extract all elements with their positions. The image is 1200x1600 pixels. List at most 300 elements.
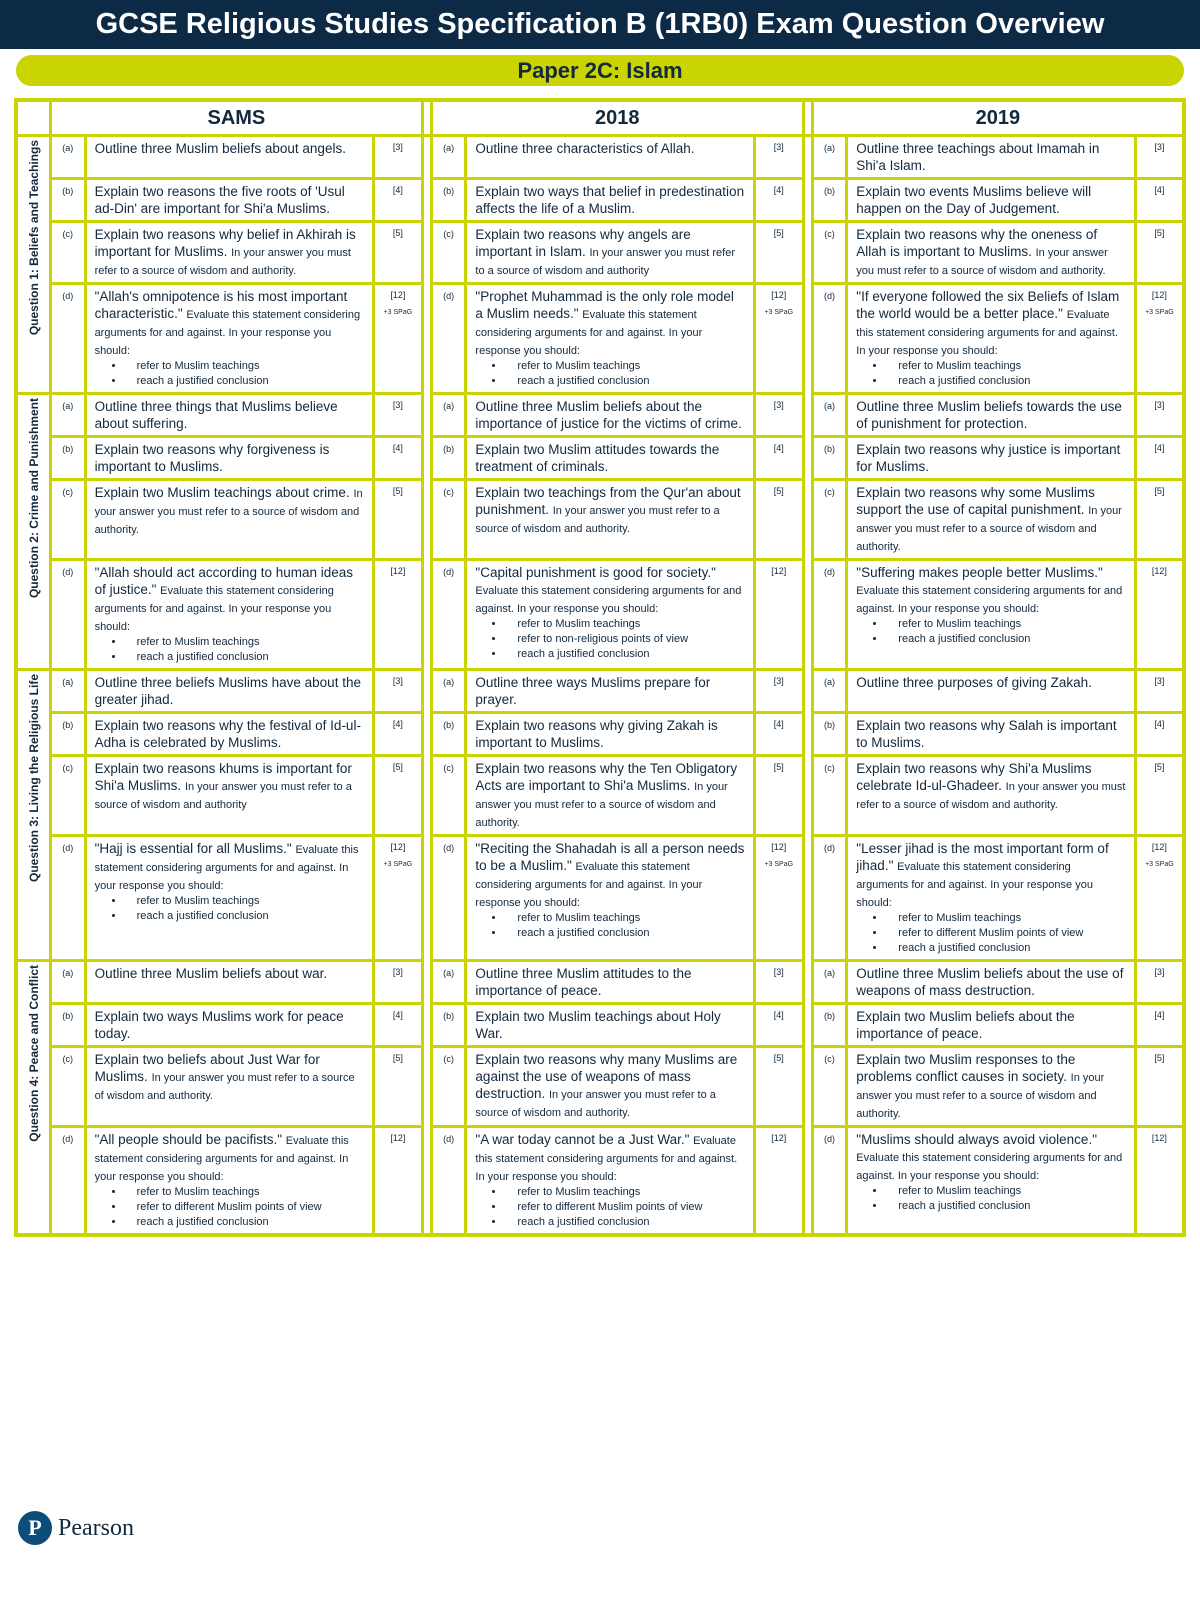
marks-cell (374, 394, 423, 437)
spag-marks: +3 SPaG (764, 309, 794, 316)
question-text: Explain two Muslim responses to the problems conflict causes in society. (856, 1052, 1076, 1084)
marks-value: [3] (773, 676, 784, 686)
question-text: "If everyone followed the six Beliefs of Islam the world would be a better place." (856, 289, 1120, 321)
marks-value: [12] (390, 842, 406, 852)
marks-value: [12] (771, 1133, 787, 1143)
marks-value: [5] (1154, 486, 1165, 496)
question-text: "Hajj is essential for all Muslims." (94, 841, 292, 856)
marks-value: [4] (392, 185, 403, 195)
part-label: (a) (431, 961, 466, 1004)
marks-cell (374, 713, 423, 756)
question-text: Outline three purposes of giving Zakah. (856, 675, 1092, 690)
marks-cell (1135, 222, 1184, 284)
spag-marks: +3 SPaG (1145, 309, 1174, 316)
marks-cell (1135, 1047, 1184, 1127)
instruction-bullet: • refer to Muslim teachings (886, 617, 1125, 632)
marks-cell (754, 713, 803, 756)
marks-cell (374, 560, 423, 670)
marks-value: [3] (392, 142, 403, 152)
marks-value: [12] (771, 842, 787, 852)
question-text-cell (466, 394, 754, 437)
marks-value: [5] (773, 762, 784, 772)
instruction-bullet: • refer to different Muslim points of view (125, 1200, 364, 1215)
question-text: "Reciting the Shahadah is all a person needs to be a Muslim." (475, 841, 745, 873)
part-label: (b) (431, 437, 466, 480)
instruction-bullets (95, 894, 364, 924)
question-text: Explain two reasons why angels are important in Islam. (475, 227, 691, 259)
instruction-bullet: • reach a justified conclusion (125, 650, 364, 665)
question-text: Explain two reasons why forgiveness is important to Muslims. (94, 442, 330, 474)
question-text: Explain two beliefs about Just War for Muslims. (94, 1052, 320, 1084)
question-text: Explain two reasons why belief in Akhirah is important for Muslims. (94, 227, 356, 259)
question-instruction: Evaluate this statement considering arguments for and against. In your response you should: (475, 309, 703, 357)
question-text-cell (847, 670, 1135, 713)
column-header-sams: SAMS (51, 100, 423, 136)
instruction-bullet: • refer to different Muslim points of view (886, 926, 1125, 941)
section-label-cell (16, 961, 51, 1236)
marks-cell (754, 961, 803, 1004)
section-label: Question 2: Crime and Punishment (27, 398, 41, 599)
part-label: (d) (812, 836, 847, 961)
marks-value: [3] (773, 967, 784, 977)
marks-value: [3] (1154, 676, 1165, 686)
question-row (16, 1047, 1184, 1127)
marks-cell (1135, 560, 1184, 670)
marks-cell (374, 1127, 423, 1236)
question-text-cell (85, 961, 373, 1004)
marks-cell (374, 836, 423, 961)
marks-cell (754, 437, 803, 480)
marks-cell (754, 222, 803, 284)
question-text-cell (466, 1047, 754, 1127)
marks-value: [4] (392, 443, 403, 453)
marks-value: [3] (773, 400, 784, 410)
column-header-2018: 2018 (431, 100, 803, 136)
marks-value: [5] (1154, 228, 1165, 238)
part-label: (c) (812, 1047, 847, 1127)
marks-value: [5] (773, 228, 784, 238)
question-text: Explain two reasons why many Muslims are against the use of weapons of mass destruction. (475, 1052, 738, 1101)
instruction-bullets (95, 1185, 364, 1230)
part-label: (a) (812, 961, 847, 1004)
question-instruction: In your answer you must refer to a source of wisdom and authority. (94, 247, 351, 277)
question-text-cell (847, 394, 1135, 437)
marks-cell (1135, 179, 1184, 222)
question-text-cell (85, 1047, 373, 1127)
corner-cell (16, 100, 51, 136)
part-label: (b) (812, 179, 847, 222)
part-label: (d) (812, 284, 847, 394)
marks-value: [4] (773, 1010, 784, 1020)
marks-cell (374, 1047, 423, 1127)
marks-value: [4] (1154, 1010, 1165, 1020)
question-text-cell (85, 670, 373, 713)
part-label: (c) (431, 1047, 466, 1127)
part-label: (d) (51, 284, 86, 394)
marks-cell (374, 670, 423, 713)
part-label: (c) (51, 480, 86, 560)
question-text-cell (847, 756, 1135, 836)
marks-cell (1135, 437, 1184, 480)
marks-cell (754, 394, 803, 437)
part-label: (c) (431, 222, 466, 284)
instruction-bullet: • reach a justified conclusion (505, 1215, 744, 1230)
question-text: Explain two events Muslims believe will happen on the Day of Judgement. (856, 184, 1092, 216)
question-row (16, 179, 1184, 222)
part-label: (a) (431, 136, 466, 179)
question-row (16, 1127, 1184, 1236)
question-text-cell (847, 1004, 1135, 1047)
marks-cell (754, 284, 803, 394)
question-row (16, 394, 1184, 437)
question-text: "Lesser jihad is the most important form of jihad." (856, 841, 1109, 873)
question-text: "All people should be pacifists." (94, 1132, 283, 1147)
marks-value: [4] (773, 719, 784, 729)
question-instruction: In your answer you must refer to a source of wisdom and authority. (856, 781, 1126, 811)
marks-value: [4] (1154, 443, 1165, 453)
question-text-cell (847, 480, 1135, 560)
instruction-bullet: • refer to non-religious points of view (505, 632, 744, 647)
marks-cell (1135, 836, 1184, 961)
question-text-cell (85, 394, 373, 437)
marks-value: [4] (392, 1010, 403, 1020)
question-text: Explain two Muslim teachings about Holy War. (475, 1009, 721, 1041)
marks-cell (754, 179, 803, 222)
question-instruction: Evaluate this statement considering arguments for and against. In your response you should: (856, 861, 1093, 909)
question-text: Explain two reasons why the oneness of Allah is important to Muslims. (856, 227, 1098, 259)
part-label: (b) (431, 713, 466, 756)
question-instruction: Evaluate this statement considering arguments for and against. In your response you should: (475, 585, 742, 615)
question-text: Outline three beliefs Muslims have about the greater jihad. (94, 675, 361, 707)
marks-cell (374, 284, 423, 394)
question-text-cell (466, 179, 754, 222)
question-instruction: In your answer you must refer to a source of wisdom and authority. (475, 781, 728, 829)
instruction-bullet: • refer to Muslim teachings (125, 359, 364, 374)
marks-cell (754, 560, 803, 670)
question-text-cell (847, 179, 1135, 222)
question-row (16, 480, 1184, 560)
question-instruction: In your answer you must refer to a source of wisdom and authority. (856, 1072, 1105, 1120)
question-instruction: Evaluate this statement considering arguments for and against. In your response you should: (475, 1135, 738, 1183)
question-text-cell (847, 222, 1135, 284)
marks-cell (374, 437, 423, 480)
part-label: (b) (812, 713, 847, 756)
question-row (16, 836, 1184, 961)
marks-cell (1135, 670, 1184, 713)
question-text-cell (85, 284, 373, 394)
question-row (16, 136, 1184, 179)
marks-cell (374, 136, 423, 179)
question-text-cell (466, 284, 754, 394)
question-text-cell (847, 961, 1135, 1004)
question-text: "Suffering makes people better Muslims." (856, 565, 1103, 580)
question-text-cell (847, 1127, 1135, 1236)
question-text-cell (466, 222, 754, 284)
instruction-bullet: • reach a justified conclusion (886, 632, 1125, 647)
question-text-cell (847, 136, 1135, 179)
marks-value: [12] (390, 566, 406, 576)
instruction-bullet: • reach a justified conclusion (886, 941, 1125, 956)
question-text: Explain two reasons why some Muslims support the use of capital punishment. (856, 485, 1095, 517)
marks-cell (754, 480, 803, 560)
question-row (16, 284, 1184, 394)
question-instruction: In your answer you must refer to a source of wisdom and authority (94, 781, 352, 811)
marks-value: [5] (1154, 1053, 1165, 1063)
pearson-logo-text: Pearson (58, 1514, 134, 1541)
pearson-logo (18, 1511, 134, 1545)
question-text-cell (85, 136, 373, 179)
instruction-bullet: • reach a justified conclusion (505, 374, 744, 389)
marks-value: [12] (1151, 842, 1167, 852)
marks-cell (1135, 284, 1184, 394)
marks-cell (374, 961, 423, 1004)
part-label: (d) (431, 284, 466, 394)
pearson-logo-icon: P (18, 1511, 52, 1545)
marks-cell (1135, 1004, 1184, 1047)
marks-value: [4] (773, 443, 784, 453)
question-text: Outline three Muslim beliefs about the use of weapons of mass destruction. (856, 966, 1124, 998)
question-text-cell (847, 437, 1135, 480)
marks-value: [12] (1151, 290, 1167, 300)
column-header-2019: 2019 (812, 100, 1184, 136)
instruction-bullets (475, 359, 744, 389)
question-text: Explain two reasons why the festival of Id-ul-Adha is celebrated by Muslims. (94, 718, 361, 750)
instruction-bullet: • refer to Muslim teachings (886, 359, 1125, 374)
instruction-bullet: • refer to Muslim teachings (505, 617, 744, 632)
question-text: "Allah should act according to human ideas of justice." (94, 565, 354, 597)
part-label: (d) (431, 560, 466, 670)
instruction-bullet: • reach a justified conclusion (125, 374, 364, 389)
part-label: (a) (51, 394, 86, 437)
question-text-cell (85, 560, 373, 670)
marks-value: [5] (1154, 762, 1165, 772)
marks-value: [12] (1151, 1133, 1167, 1143)
marks-cell (374, 756, 423, 836)
question-instruction: Evaluate this statement considering arguments for and against. In your response you should: (94, 844, 359, 892)
question-instruction: Evaluate this statement considering arguments for and against. In your response you should: (94, 309, 361, 357)
column-header-row (16, 100, 1184, 136)
instruction-bullet: • refer to Muslim teachings (886, 1184, 1125, 1199)
section-label-cell (16, 394, 51, 670)
page-title: GCSE Religious Studies Specification B (1RB0) Exam Question Overview (0, 0, 1200, 49)
marks-cell (1135, 756, 1184, 836)
question-text: Outline three ways Muslims prepare for prayer. (475, 675, 711, 707)
instruction-bullets (856, 617, 1125, 647)
question-row (16, 756, 1184, 836)
question-text-cell (847, 284, 1135, 394)
marks-value: [3] (392, 400, 403, 410)
question-text: Outline three teachings about Imamah in Shi'a Islam. (856, 141, 1100, 173)
instruction-bullet: • refer to Muslim teachings (505, 911, 744, 926)
question-instruction: In your answer you must refer to a source of wisdom and authority. (475, 505, 720, 535)
question-overview-table (14, 98, 1186, 1237)
marks-cell (1135, 713, 1184, 756)
instruction-bullets (856, 359, 1125, 389)
marks-value: [5] (392, 228, 403, 238)
instruction-bullet: • reach a justified conclusion (125, 909, 364, 924)
question-text: "Allah's omnipotence is his most important characteristic." (94, 289, 348, 321)
part-label: (b) (51, 713, 86, 756)
question-instruction: Evaluate this statement considering arguments for and against. In your response you should: (856, 309, 1118, 357)
question-text: Explain two reasons why Shi'a Muslims celebrate Id-ul-Ghadeer. (856, 761, 1092, 793)
part-label: (c) (431, 756, 466, 836)
question-text-cell (85, 713, 373, 756)
question-text: Explain two Muslim attitudes towards the treatment of criminals. (475, 442, 720, 474)
section-label: Question 3: Living the Religious Life (27, 674, 41, 883)
question-text-cell (466, 756, 754, 836)
part-label: (d) (431, 1127, 466, 1236)
question-text-cell (466, 437, 754, 480)
question-text: Explain two reasons why Salah is important to Muslims. (856, 718, 1117, 750)
question-instruction: In your answer you must refer to a source of wisdom and authority. (475, 1089, 716, 1119)
part-label: (d) (51, 836, 86, 961)
question-text: Outline three Muslim beliefs about angels. (94, 141, 346, 156)
marks-cell (754, 670, 803, 713)
question-text-cell (466, 1127, 754, 1236)
part-label: (b) (51, 1004, 86, 1047)
question-text-cell (85, 836, 373, 961)
part-label: (b) (812, 437, 847, 480)
part-label: (c) (51, 1047, 86, 1127)
question-text: Explain two reasons the five roots of 'Usul ad-Din' are important for Shi'a Muslims. (94, 184, 345, 216)
marks-cell (374, 179, 423, 222)
instruction-bullet: • refer to Muslim teachings (125, 635, 364, 650)
question-text-cell (466, 560, 754, 670)
question-text: Explain two teachings from the Qur'an about punishment. (475, 485, 741, 517)
part-label: (c) (812, 222, 847, 284)
instruction-bullet: • reach a justified conclusion (886, 374, 1125, 389)
question-text-cell (847, 560, 1135, 670)
marks-cell (1135, 394, 1184, 437)
instruction-bullet: • refer to Muslim teachings (886, 911, 1125, 926)
part-label: (a) (812, 670, 847, 713)
question-text-cell (85, 222, 373, 284)
question-row (16, 222, 1184, 284)
part-label: (a) (431, 394, 466, 437)
question-text-cell (466, 1004, 754, 1047)
question-text: Explain two Muslim teachings about crime. (94, 485, 350, 500)
question-text-cell (85, 480, 373, 560)
marks-value: [5] (392, 1053, 403, 1063)
marks-cell (1135, 136, 1184, 179)
instruction-bullet: • reach a justified conclusion (505, 647, 744, 662)
part-label: (d) (812, 560, 847, 670)
question-text-cell (847, 713, 1135, 756)
marks-cell (754, 1004, 803, 1047)
question-instruction: In your answer you must refer to a source of wisdom and authority. (94, 1072, 355, 1102)
question-instruction: In your answer you must refer to a source of wisdom and authority. (856, 247, 1108, 277)
marks-value: [3] (773, 142, 784, 152)
question-row (16, 560, 1184, 670)
marks-cell (374, 222, 423, 284)
question-text-cell (85, 179, 373, 222)
marks-cell (754, 136, 803, 179)
question-text-cell (466, 961, 754, 1004)
question-text: Outline three Muslim attitudes to the importance of peace. (475, 966, 692, 998)
instruction-bullet: • refer to Muslim teachings (505, 1185, 744, 1200)
question-text-cell (85, 437, 373, 480)
part-label: (a) (431, 670, 466, 713)
question-row (16, 713, 1184, 756)
question-text: "Muslims should always avoid violence." (856, 1132, 1097, 1147)
marks-cell (374, 1004, 423, 1047)
question-text: Outline three characteristics of Allah. (475, 141, 695, 156)
instruction-bullet: • reach a justified conclusion (886, 1199, 1125, 1214)
part-label: (a) (51, 136, 86, 179)
marks-value: [12] (1151, 566, 1167, 576)
question-instruction: In your answer you must refer to a source of wisdom and authority. (94, 488, 363, 536)
question-row (16, 670, 1184, 713)
marks-value: [4] (392, 719, 403, 729)
instruction-bullets (856, 1184, 1125, 1214)
question-instruction: Evaluate this statement considering arguments for and against. In your response you should: (94, 585, 334, 633)
part-label: (a) (812, 394, 847, 437)
question-text: "A war today cannot be a Just War." (475, 1132, 690, 1147)
question-text: Outline three things that Muslims believe about suffering. (94, 399, 338, 431)
question-row (16, 437, 1184, 480)
section-label: Question 4: Peace and Conflict (27, 965, 41, 1142)
instruction-bullet: • refer to Muslim teachings (505, 359, 744, 374)
question-text-cell (466, 713, 754, 756)
part-label: (c) (51, 756, 86, 836)
instruction-bullet: • refer to different Muslim points of view (505, 1200, 744, 1215)
instruction-bullets (95, 635, 364, 665)
marks-value: [12] (390, 1133, 406, 1143)
instruction-bullets (95, 359, 364, 389)
question-text: Explain two reasons why the Ten Obligatory Acts are important to Shi'a Muslims. (475, 761, 738, 793)
marks-value: [5] (392, 762, 403, 772)
instruction-bullets (856, 911, 1125, 956)
part-label: (c) (51, 222, 86, 284)
question-text-cell (466, 836, 754, 961)
question-text: Explain two reasons why giving Zakah is important to Muslims. (475, 718, 718, 750)
marks-cell (374, 480, 423, 560)
marks-value: [5] (392, 486, 403, 496)
question-text-cell (85, 1127, 373, 1236)
marks-value: [4] (1154, 185, 1165, 195)
question-text-cell (466, 136, 754, 179)
marks-cell (1135, 480, 1184, 560)
marks-cell (754, 756, 803, 836)
question-instruction: Evaluate this statement considering arguments for and against. In your response you should: (856, 1152, 1123, 1182)
question-text: Outline three Muslim beliefs about the importance of justice for the victims of crime. (475, 399, 742, 431)
question-text: Explain two ways that belief in predestination affects the life of a Muslim. (475, 184, 745, 216)
question-text: Outline three Muslim beliefs about war. (94, 966, 328, 981)
instruction-bullets (475, 1185, 744, 1230)
question-text-cell (466, 670, 754, 713)
marks-cell (1135, 961, 1184, 1004)
question-instruction: In your answer you must refer to a source of wisdom and authority. (856, 505, 1122, 553)
section-label: Question 1: Beliefs and Teachings (27, 140, 41, 336)
instruction-bullet: • refer to Muslim teachings (125, 1185, 364, 1200)
part-label: (b) (812, 1004, 847, 1047)
instruction-bullets (475, 911, 744, 941)
question-instruction: Evaluate this statement considering arguments for and against. In your response you should: (475, 861, 703, 909)
question-text-cell (847, 1047, 1135, 1127)
marks-value: [4] (1154, 719, 1165, 729)
part-label: (b) (431, 1004, 466, 1047)
marks-value: [4] (773, 185, 784, 195)
instruction-bullet: • reach a justified conclusion (125, 1215, 364, 1230)
marks-value: [5] (773, 486, 784, 496)
question-text-cell (466, 480, 754, 560)
question-instruction: In your answer you must refer to a source of wisdom and authority (475, 247, 735, 277)
paper-subtitle: Paper 2C: Islam (16, 55, 1184, 86)
marks-cell (754, 1047, 803, 1127)
question-row (16, 961, 1184, 1004)
instruction-bullet: • refer to Muslim teachings (125, 894, 364, 909)
part-label: (a) (812, 136, 847, 179)
